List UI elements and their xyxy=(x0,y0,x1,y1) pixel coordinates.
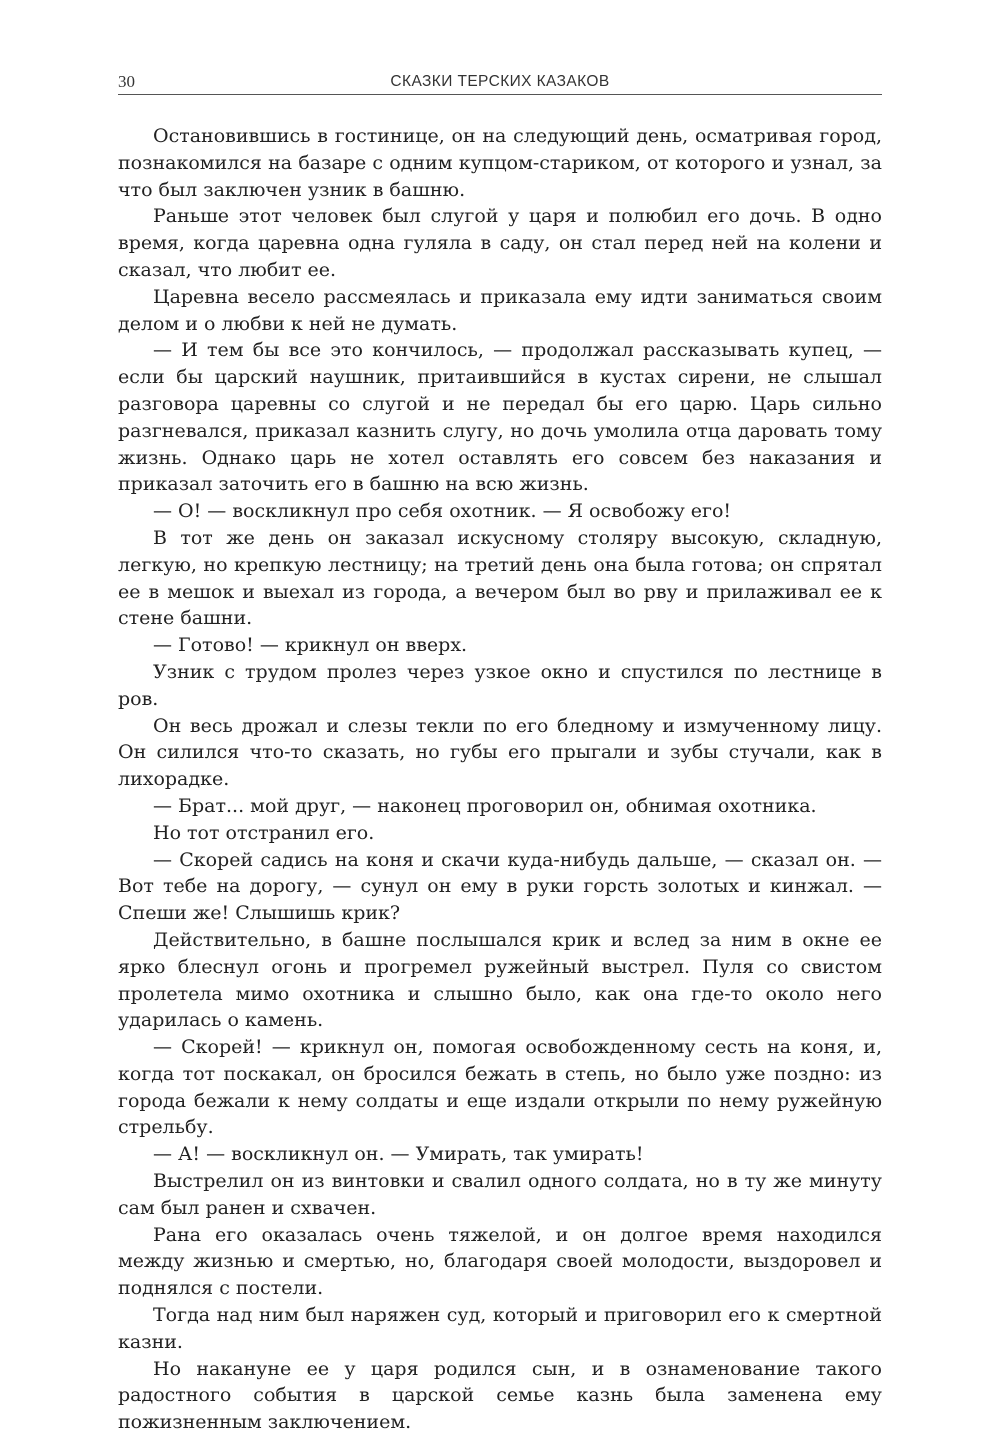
body-text xyxy=(118,123,882,1436)
paragraph: — И тем бы все это кончилось, — продолжал рассказывать купец, — если бы царский наушник, притаившийся в кустах сирени, не слышал разговора царевны со слугой и не передал бы его царю. Царь сильно разгневался, приказал казнить слугу, но дочь умолила отца даровать тому жизнь. Однако царь не хотел оставлять его совсем без наказания и приказал заточить его в башню на всю жизнь. xyxy=(118,339,882,496)
page-header xyxy=(118,66,882,95)
paragraph: Он весь дрожал и слезы текли по его бледному и измученному лицу. Он силился что-то сказать, но губы его прыгали и зубы стучали, как в лихорадке. xyxy=(118,714,882,791)
paragraph: Выстрелил он из винтовки и свалил одного солдата, но в ту же минуту сам был ранен и схвачен. xyxy=(118,1170,882,1219)
paragraph: — Скорей! — крикнул он, помогая освобожденному сесть на коня, и, когда тот поскакал, он бросился бежать в степь, но было уже поздно: из города бежали к нему солдаты и еще издали открыли по нему ружейную стрельбу. xyxy=(118,1036,882,1139)
paragraph: — О! — воскликнул про себя охотник. — Я освобожу его! xyxy=(153,500,732,523)
paragraph: Но тот отстранил его. xyxy=(153,821,375,844)
paragraph: Рана его оказалась очень тяжелой, и он долгое время находился между жизнью и смертью, но, благодаря своей молодости, выздоровел и поднялся с постели. xyxy=(118,1223,882,1300)
paragraph: Раньше этот человек был слугой у царя и полюбил его дочь. В одно время, когда царевна одна гуляла в саду, он стал перед ней на колени и сказал, что любит ее. xyxy=(118,205,882,281)
paragraph: — Готово! — крикнул он вверх. xyxy=(153,634,468,657)
paragraph: — Брат... мой друг, — наконец проговорил он, обнимая охотника. xyxy=(153,794,817,817)
page-number: 30 xyxy=(118,72,135,91)
paragraph: Действительно, в башне послышался крик и вслед за ним в окне ее ярко блеснул огонь и прогремел ружейный выстрел. Пуля со свистом пролетела мимо охотника и слышно было, как она где-то около него ударилась о камень. xyxy=(118,928,882,1032)
paragraph: — А! — воскликнул он. — Умирать, так умирать! xyxy=(153,1143,644,1166)
paragraph: Узник с трудом пролез через узкое окно и спустился по лестнице в ров. xyxy=(118,660,882,710)
paragraph: Остановившись в гостинице, он на следующий день, осматривая город, познакомился на базаре с одним купцом-стариком, от которого и узнал, за что был заключен узник в башню. xyxy=(118,125,882,201)
paragraph: Но накануне ее у царя родился сын, и в ознаменование такого радостного события в царской семье казнь была заменена ему пожизненным заключением. xyxy=(118,1357,882,1434)
paragraph: Царевна весело рассмеялась и приказала ему идти заниматься своим делом и о любви к ней не думать. xyxy=(118,285,882,335)
paragraph: — Скорей садись на коня и скачи куда-нибудь дальше, — сказал он. — Вот тебе на дорогу, — сунул он ему в руки горсть золотых и кинжал. — Спеши же! Слышишь крик? xyxy=(118,848,882,925)
paragraph: В тот же день он заказал искусному столяру высокую, складную, легкую, но крепкую лестницу; на третий день она была готова; он спрятал ее в мешок и выехал из города, а вечером был во рву и прилаживал ее к стене башни. xyxy=(118,526,882,630)
running-title: СКАЗКИ ТЕРСКИХ КАЗАКОВ xyxy=(390,73,610,90)
paragraph: Тогда над ним был наряжен суд, который и приговорил его к смертной казни. xyxy=(118,1304,882,1353)
